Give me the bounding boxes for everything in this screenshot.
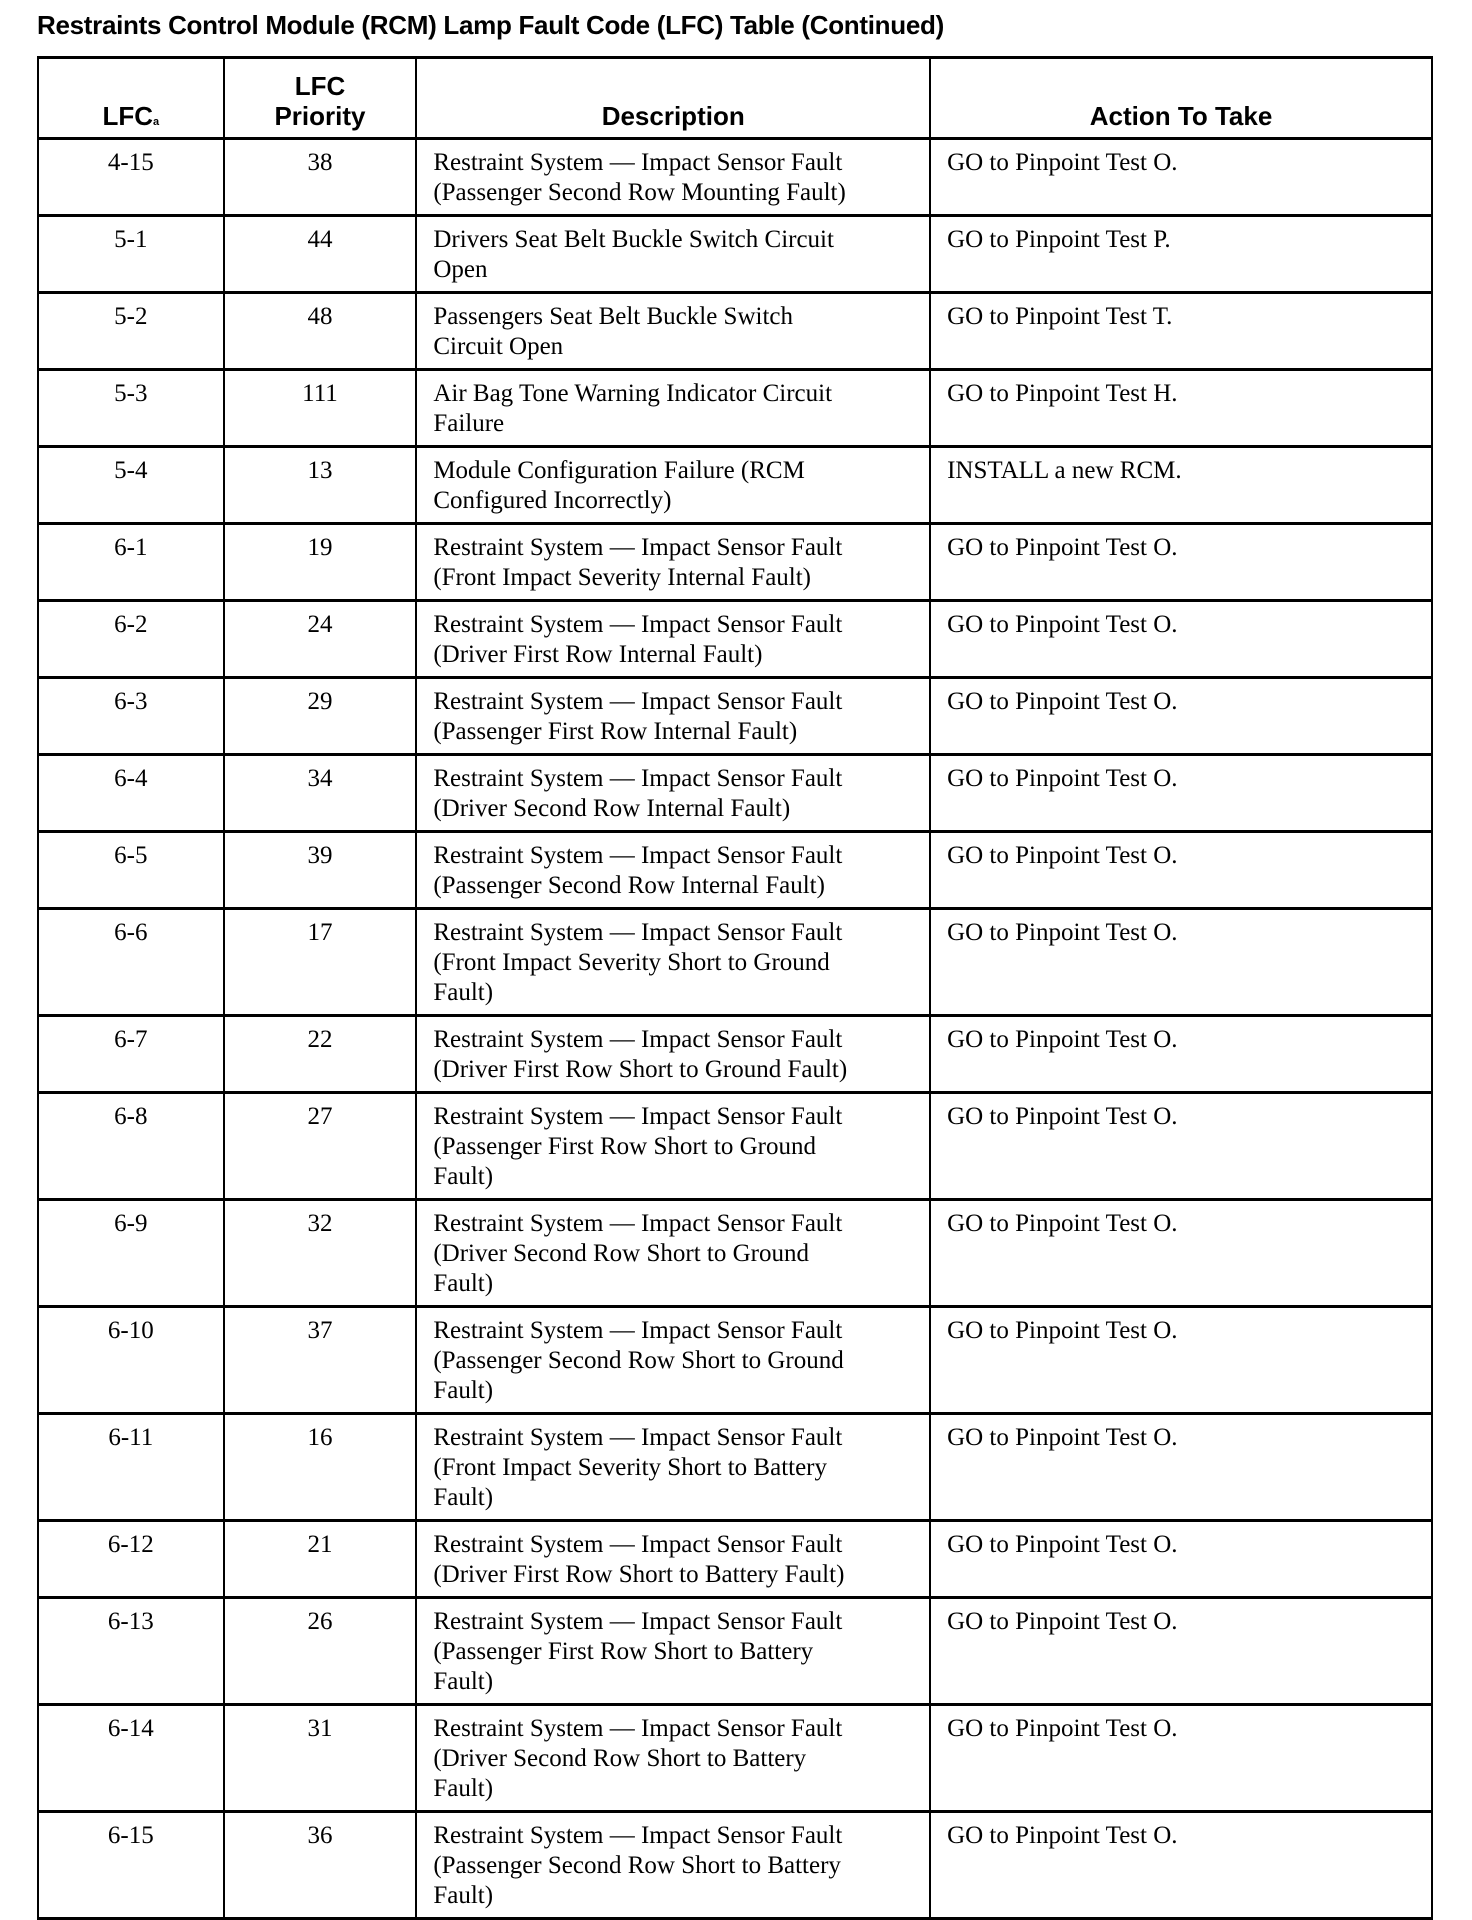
action-cell: GO to Pinpoint Test T. [930, 293, 1432, 370]
action-cell: GO to Pinpoint Test O. [930, 1598, 1432, 1705]
description-cell [416, 1812, 930, 1919]
header-lfc-label: LFC [102, 101, 154, 131]
description-line: (Front Impact Severity Internal Fault) [433, 564, 812, 591]
lfc-cell: 6-4 [38, 755, 224, 832]
priority-cell: 21 [224, 1521, 417, 1598]
priority-cell: 27 [224, 1093, 417, 1200]
lfc-cell: 6-3 [38, 678, 224, 755]
description-line: Restraint System — Impact Sensor Fault [433, 919, 843, 946]
description-line: (Passenger Second Row Internal Fault) [433, 872, 825, 899]
header-priority-line2: Priority [274, 101, 366, 131]
description-line: Passengers Seat Belt Buckle Switch [433, 303, 793, 330]
header-description: Description [416, 58, 930, 139]
description-line: (Passenger First Row Internal Fault) [433, 718, 798, 745]
lfc-cell: 6-11 [38, 1414, 224, 1521]
description-line: Drivers Seat Belt Buckle Switch Circuit [433, 226, 834, 253]
description-line: Fault) [433, 1775, 494, 1802]
description-cell [416, 216, 930, 293]
priority-cell: 38 [224, 139, 417, 216]
description-line: (Driver Second Row Short to Ground [433, 1240, 809, 1267]
lfc-cell: 6-7 [38, 1016, 224, 1093]
priority-cell: 48 [224, 293, 417, 370]
description-line: (Passenger First Row Short to Ground [433, 1133, 816, 1160]
description-cell [416, 447, 930, 524]
lfc-cell: 5-4 [38, 447, 224, 524]
header-lfc [38, 58, 224, 139]
priority-cell: 37 [224, 1307, 417, 1414]
lfc-cell: 6-8 [38, 1093, 224, 1200]
header-priority-line1: LFC [294, 71, 346, 101]
lfc-cell: 6-13 [38, 1598, 224, 1705]
action-cell: GO to Pinpoint Test O. [930, 678, 1432, 755]
table-row [38, 1598, 1432, 1705]
description-line: Restraint System — Impact Sensor Fault [433, 1210, 843, 1237]
priority-cell: 34 [224, 755, 417, 832]
description-line: (Driver First Row Internal Fault) [433, 641, 763, 668]
lfc-cell: 5-1 [38, 216, 224, 293]
table-row [38, 139, 1432, 216]
action-cell: GO to Pinpoint Test O. [930, 1200, 1432, 1307]
description-cell [416, 1705, 930, 1812]
priority-cell: 44 [224, 216, 417, 293]
description-cell [416, 678, 930, 755]
description-line: Configured Incorrectly) [433, 487, 672, 514]
lfc-cell: 6-5 [38, 832, 224, 909]
table-row [38, 755, 1432, 832]
description-line: Failure [433, 410, 505, 437]
description-line: Restraint System — Impact Sensor Fault [433, 534, 843, 561]
description-line: Restraint System — Impact Sensor Fault [433, 842, 843, 869]
action-cell: GO to Pinpoint Test O. [930, 1521, 1432, 1598]
action-cell: GO to Pinpoint Test O. [930, 1016, 1432, 1093]
lfc-cell: 6-10 [38, 1307, 224, 1414]
description-cell [416, 832, 930, 909]
description-line: Restraint System — Impact Sensor Fault [433, 149, 843, 176]
description-line: Circuit Open [433, 333, 564, 360]
description-line: (Driver Second Row Internal Fault) [433, 795, 791, 822]
description-line: (Driver Second Row Short to Battery [433, 1745, 807, 1772]
description-cell [416, 1093, 930, 1200]
priority-cell: 111 [224, 370, 417, 447]
action-cell: GO to Pinpoint Test O. [930, 1414, 1432, 1521]
description-line: Fault) [433, 1270, 494, 1297]
description-cell [416, 524, 930, 601]
table-row [38, 601, 1432, 678]
action-cell: GO to Pinpoint Test O. [930, 1705, 1432, 1812]
lfc-cell: 6-15 [38, 1812, 224, 1919]
description-line: Restraint System — Impact Sensor Fault [433, 1822, 843, 1849]
description-line: Restraint System — Impact Sensor Fault [433, 1608, 843, 1635]
description-line: Restraint System — Impact Sensor Fault [433, 611, 843, 638]
description-cell [416, 370, 930, 447]
description-cell [416, 139, 930, 216]
description-line: (Front Impact Severity Short to Ground [433, 949, 830, 976]
header-priority [224, 58, 417, 139]
action-cell: INSTALL a new RCM. [930, 447, 1432, 524]
lfc-cell: 5-2 [38, 293, 224, 370]
description-cell [416, 1200, 930, 1307]
priority-cell: 39 [224, 832, 417, 909]
lfc-cell: 6-1 [38, 524, 224, 601]
description-line: (Driver First Row Short to Battery Fault) [433, 1561, 845, 1588]
table-row [38, 1093, 1432, 1200]
description-line: Fault) [433, 1484, 494, 1511]
table-row [38, 1016, 1432, 1093]
description-cell [416, 1521, 930, 1598]
description-line: Fault) [433, 1668, 494, 1695]
priority-cell: 32 [224, 1200, 417, 1307]
description-line: Fault) [433, 1377, 494, 1404]
priority-cell: 29 [224, 678, 417, 755]
priority-cell: 26 [224, 1598, 417, 1705]
description-line: (Passenger First Row Short to Battery [433, 1638, 814, 1665]
table-row [38, 293, 1432, 370]
description-cell [416, 1016, 930, 1093]
description-cell [416, 909, 930, 1016]
description-line: Fault) [433, 1163, 494, 1190]
header-action: Action To Take [930, 58, 1432, 139]
priority-cell: 19 [224, 524, 417, 601]
header-row [38, 58, 1432, 139]
description-line: Restraint System — Impact Sensor Fault [433, 1317, 843, 1344]
table-row [38, 1521, 1432, 1598]
lfc-cell: 6-9 [38, 1200, 224, 1307]
description-line: Restraint System — Impact Sensor Fault [433, 765, 843, 792]
description-cell [416, 755, 930, 832]
description-line: Fault) [433, 1882, 494, 1909]
table-row [38, 909, 1432, 1016]
priority-cell: 22 [224, 1016, 417, 1093]
action-cell: GO to Pinpoint Test O. [930, 1812, 1432, 1919]
table-row [38, 216, 1432, 293]
lfc-table [37, 56, 1433, 1920]
table-title: Restraints Control Module (RCM) Lamp Fault Code (LFC) Table (Continued) [37, 10, 944, 40]
table-row [38, 447, 1432, 524]
action-cell: GO to Pinpoint Test O. [930, 832, 1432, 909]
footnote-marker: a [153, 116, 160, 128]
priority-cell: 13 [224, 447, 417, 524]
description-cell [416, 293, 930, 370]
table-row [38, 1705, 1432, 1812]
description-cell [416, 1307, 930, 1414]
table-row [38, 678, 1432, 755]
description-line: Fault) [433, 979, 494, 1006]
description-cell [416, 1598, 930, 1705]
description-line: (Passenger Second Row Mounting Fault) [433, 179, 846, 206]
description-line: (Passenger Second Row Short to Battery [433, 1852, 841, 1879]
table-row [38, 1812, 1432, 1919]
description-line: Restraint System — Impact Sensor Fault [433, 1026, 843, 1053]
action-cell: GO to Pinpoint Test O. [930, 139, 1432, 216]
action-cell: GO to Pinpoint Test P. [930, 216, 1432, 293]
description-line: Open [433, 256, 488, 283]
action-cell: GO to Pinpoint Test O. [930, 1093, 1432, 1200]
lfc-cell: 4-15 [38, 139, 224, 216]
table-row [38, 1200, 1432, 1307]
table-row [38, 370, 1432, 447]
action-cell: GO to Pinpoint Test H. [930, 370, 1432, 447]
table-row [38, 1307, 1432, 1414]
lfc-cell: 5-3 [38, 370, 224, 447]
description-cell [416, 1414, 930, 1521]
lfc-cell: 6-2 [38, 601, 224, 678]
action-cell: GO to Pinpoint Test O. [930, 524, 1432, 601]
priority-cell: 24 [224, 601, 417, 678]
description-line: Restraint System — Impact Sensor Fault [433, 1531, 843, 1558]
description-line: (Passenger Second Row Short to Ground [433, 1347, 844, 1374]
table-row [38, 832, 1432, 909]
priority-cell: 17 [224, 909, 417, 1016]
description-line: Restraint System — Impact Sensor Fault [433, 1103, 843, 1130]
lfc-cell: 6-6 [38, 909, 224, 1016]
action-cell: GO to Pinpoint Test O. [930, 755, 1432, 832]
priority-cell: 16 [224, 1414, 417, 1521]
description-line: Restraint System — Impact Sensor Fault [433, 1715, 843, 1742]
action-cell: GO to Pinpoint Test O. [930, 909, 1432, 1016]
lfc-cell: 6-12 [38, 1521, 224, 1598]
table-row [38, 524, 1432, 601]
lfc-cell: 6-14 [38, 1705, 224, 1812]
action-cell: GO to Pinpoint Test O. [930, 1307, 1432, 1414]
description-line: Restraint System — Impact Sensor Fault [433, 688, 843, 715]
description-line: (Front Impact Severity Short to Battery [433, 1454, 828, 1481]
description-line: Module Configuration Failure (RCM [433, 457, 805, 484]
priority-cell: 31 [224, 1705, 417, 1812]
description-line: Air Bag Tone Warning Indicator Circuit [433, 380, 833, 407]
table-row [38, 1414, 1432, 1521]
priority-cell: 36 [224, 1812, 417, 1919]
action-cell: GO to Pinpoint Test O. [930, 601, 1432, 678]
description-line: Restraint System — Impact Sensor Fault [433, 1424, 843, 1451]
description-line: (Driver First Row Short to Ground Fault) [433, 1056, 848, 1083]
description-cell [416, 601, 930, 678]
